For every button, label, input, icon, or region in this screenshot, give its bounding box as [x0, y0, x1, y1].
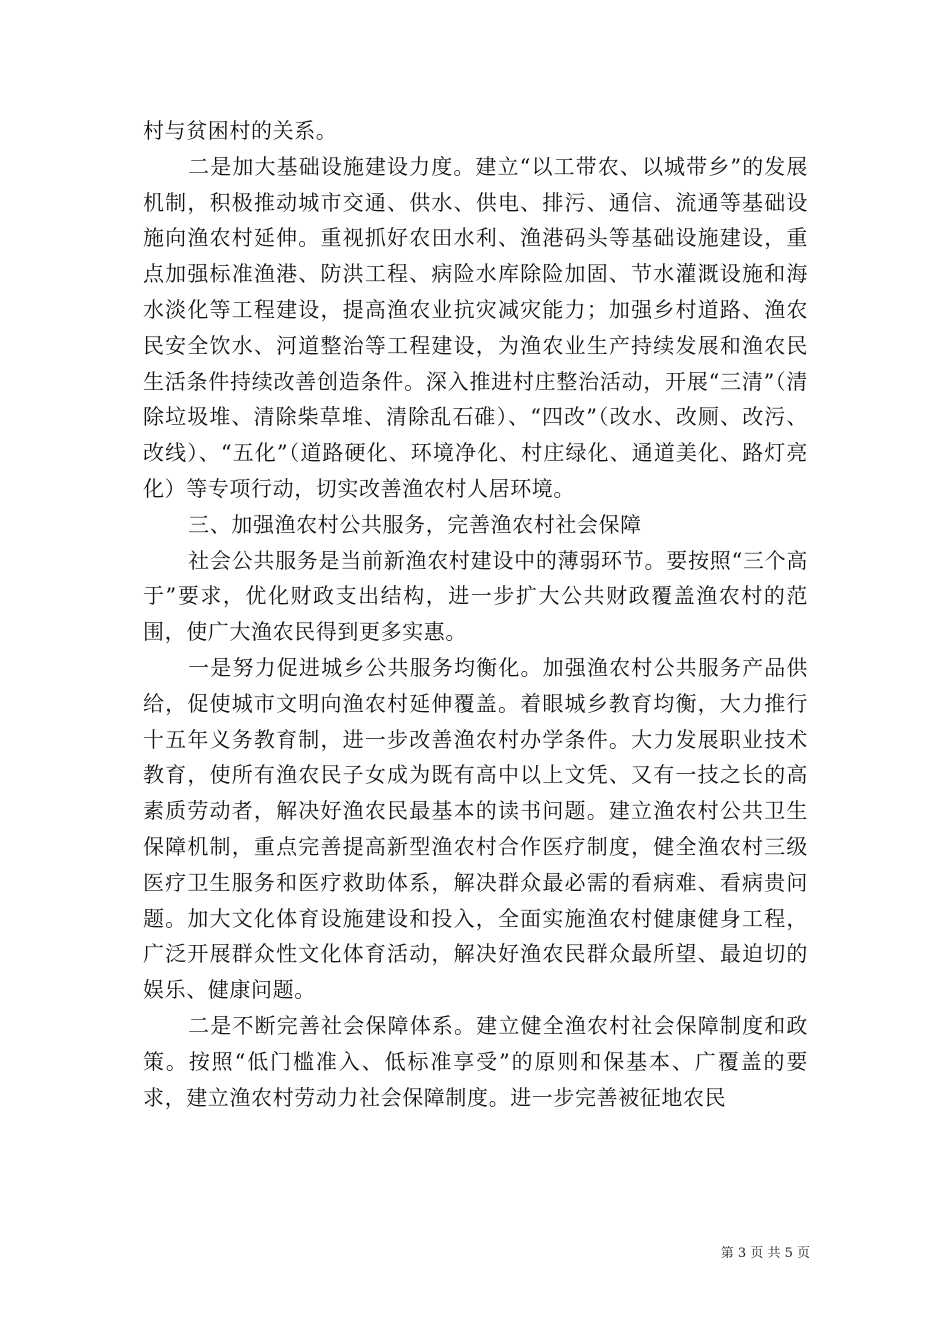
page-number: 第 3 页 共 5 页 — [720, 1246, 810, 1261]
document-body — [143, 114, 808, 1116]
section-heading: 三、加强渔农村公共服务，完善渔农村社会保障 — [188, 512, 642, 537]
paragraph-service-equalization: 一是努力促进城乡公共服务均衡化。加强渔农村公共服务产品供给，促使城市文明向渔农村延伸覆盖。着眼城乡教育均衡，大力推行十五年义务教育制，进一步改善渔农村办学条件。大力发展职业技术教育，使所有渔农民子女成为既有高中以上文凭、又有一技之长的高素质劳动者，解决好渔农民最基本的读书问题。建立渔农村公共卫生保障机制，重点完善提高新型渔农村合作医疗制度，健全渔农村三级医疗卫生服务和医疗救助体系，解决群众最必需的看病难、看病贵问题。加大文化体育设施建设和投入，全面实施渔农村健康健身工程，广泛开展群众性文化体育活动，解决好渔农民群众最所望、最迫切的娱乐、健康问题。 — [143, 655, 808, 1003]
paragraph-social-security: 二是不断完善社会保障体系。建立健全渔农村社会保障制度和政策。按照“低门槛准入、低标准享受”的原则和保基本、广覆盖的要求，建立渔农村劳动力社会保障制度。进一步完善被征地农民 — [143, 1013, 808, 1110]
paragraph-public-service: 社会公共服务是当前新渔农村建设中的薄弱环节。要按照“三个高于”要求，优化财政支出结构，进一步扩大公共财政覆盖渔农村的范围，使广大渔农民得到更多实惠。 — [143, 548, 808, 645]
paragraph-infrastructure: 二是加大基础设施建设力度。建立“以工带农、以城带乡”的发展机制，积极推动城市交通、供水、供电、排污、通信、流通等基础设施向渔农村延伸。重视抓好农田水利、渔港码头等基础设施建设，重点加强标准渔港、防洪工程、病险水库除险加固、节水灌溉设施和海水淡化等工程建设，提高渔农业抗灾减灾能力；加强乡村道路、渔农民安全饮水、河道整治等工程建设，为渔农业生产持续发展和渔农民生活条件持续改善创造条件。深入推进村庄整治活动，开展“三清”（清除垃圾堆、清除柴草堆、清除乱石碓）、“四改”（改水、改厕、改污、改线）、“五化”（道路硬化、环境净化、村庄绿化、通道美化、路灯亮化）等专项行动，切实改善渔农村人居环境。 — [143, 154, 808, 501]
paragraph-continuation: 村与贫困村的关系。 — [143, 119, 338, 143]
